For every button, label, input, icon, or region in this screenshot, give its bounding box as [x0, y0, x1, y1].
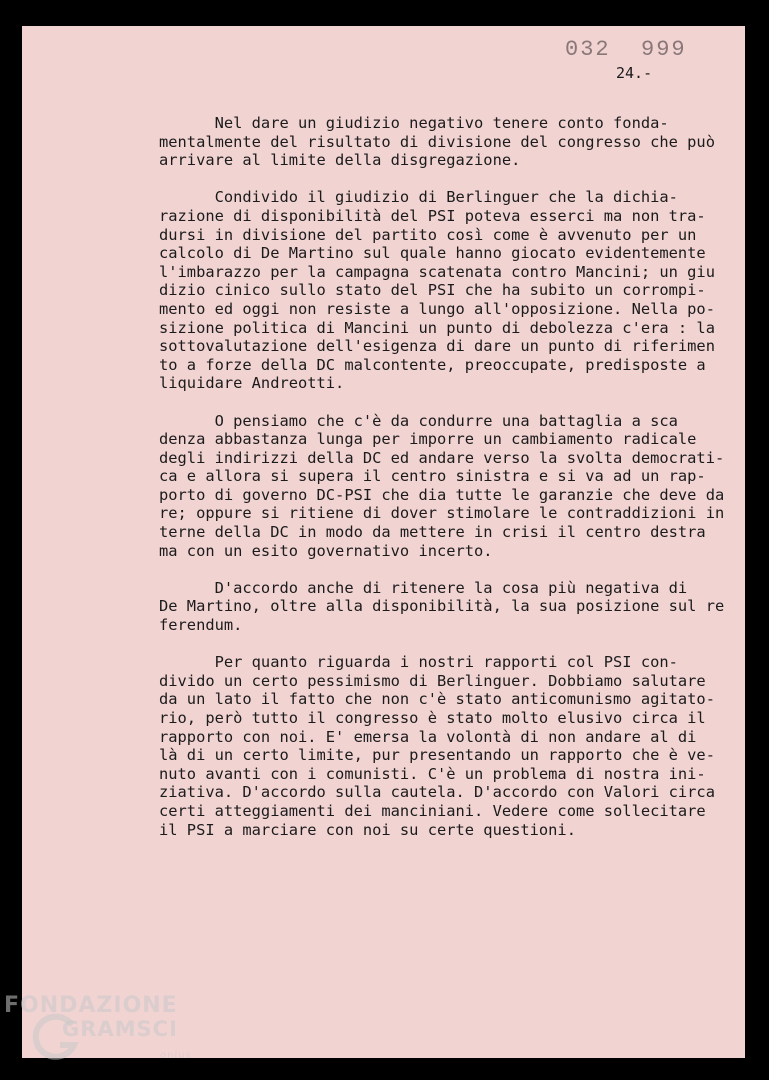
- text-line: rapporto con noi. E' emersa la volontà di non andare al di: [159, 727, 697, 746]
- paragraph-gap: [159, 170, 729, 189]
- text-line: De Martino, oltre alla disponibilità, la sua posizione sul re: [159, 597, 725, 616]
- text-line: Nel dare un giudizio negativo tenere conto fonda-: [159, 114, 669, 132]
- paragraph-gap: [159, 393, 729, 412]
- watermark-line2: GRAMSCI: [62, 1017, 178, 1041]
- document-page: [22, 26, 745, 1058]
- text-line: D'accordo anche di ritenere la cosa più negativa di: [159, 578, 688, 597]
- text-line: ferendum.: [159, 616, 243, 635]
- text-line: rio, però tutto il congresso è stato molto elusivo circa il: [159, 709, 706, 727]
- paragraph-1: [159, 114, 729, 170]
- gramsci-logo-icon: [32, 1013, 82, 1063]
- text-line: liquidare Andreotti.: [159, 374, 345, 393]
- text-line: Per quanto riguarda i nostri rapporti col PSI con-: [159, 653, 678, 672]
- text-line: il PSI a marciare con noi su certe questioni.: [159, 820, 576, 839]
- text-line: l'imbarazzo per la campagna scatenata contro Mancini; un giu: [159, 262, 715, 281]
- text-line: degli indirizzi della DC ed andare verso la svolta democrati-: [159, 448, 725, 467]
- paragraph-2: [159, 188, 729, 393]
- text-line: arrivare al limite della disgregazione.: [159, 151, 521, 170]
- watermark-suffix: onlus: [160, 1050, 192, 1061]
- text-line: ma con un esito governativo incerto.: [159, 541, 493, 560]
- text-line: mentalmente del risultato di divisione del congresso che può: [159, 132, 715, 151]
- text-line: là di un certo limite, pur presentando un rapporto che è ve-: [159, 746, 715, 765]
- text-line: dizio cinico sullo stato del PSI che ha subito un corrompi-: [159, 281, 706, 300]
- paragraph-gap: [159, 635, 729, 654]
- text-line: nuto avanti con i comunisti. C'è un problema di nostra ini-: [159, 764, 706, 783]
- archive-stamp: 032 999: [565, 37, 687, 62]
- text-line: sottovalutazione dell'esigenza di dare un punto di riferimen: [159, 337, 715, 356]
- text-line: certi atteggiamenti dei manciniani. Vedere come sollecitare: [159, 801, 706, 820]
- fondazione-gramsci-watermark: [4, 993, 192, 1061]
- text-line: da un lato il fatto che non c'è stato anticomunismo agitato-: [159, 690, 715, 709]
- text-line: calcolo di De Martino sul quale hanno giocato evidentemente: [159, 244, 706, 263]
- text-line: divido un certo pessimismo di Berlinguer. Dobbiamo salutare: [159, 671, 706, 690]
- paragraph-gap: [159, 560, 729, 579]
- document-body: [159, 114, 729, 839]
- text-line: to a forze della DC malcontente, preoccupate, predisposte a: [159, 355, 706, 374]
- text-line: mento ed oggi non resiste a lungo all'opposizione. Nella po-: [159, 299, 715, 318]
- text-line: porto di governo DC-PSI che dia tutte le garanzie che deve da: [159, 485, 725, 504]
- text-line: ziativa. D'accordo sulla cautela. D'accordo con Valori circa: [159, 783, 715, 802]
- page-number: 24.-: [616, 64, 653, 82]
- text-line: denza abbastanza lunga per imporre un cambiamento radicale: [159, 430, 697, 449]
- paragraph-4: [159, 579, 729, 635]
- text-line: ca e allora si supera il centro sinistra e si va ad un rap-: [159, 467, 706, 486]
- text-line: re; oppure si ritiene di dover stimolare le contraddizioni in: [159, 504, 725, 523]
- text-line: O pensiamo che c'è da condurre una battaglia a sca: [159, 411, 678, 430]
- watermark-line1: FONDAZIONE: [4, 993, 178, 1018]
- paragraph-5: [159, 653, 729, 839]
- text-line: terne della DC in modo da mettere in crisi il centro destra: [159, 523, 706, 542]
- text-line: dursi in divisione del partito così come è avvenuto per un: [159, 225, 697, 244]
- text-line: razione di disponibilità del PSI poteva esserci ma non tra-: [159, 206, 706, 225]
- text-line: Condivido il giudizio di Berlinguer che la dichia-: [159, 188, 678, 207]
- paragraph-3: [159, 412, 729, 561]
- text-line: sizione politica di Mancini un punto di debolezza c'era : la: [159, 318, 715, 337]
